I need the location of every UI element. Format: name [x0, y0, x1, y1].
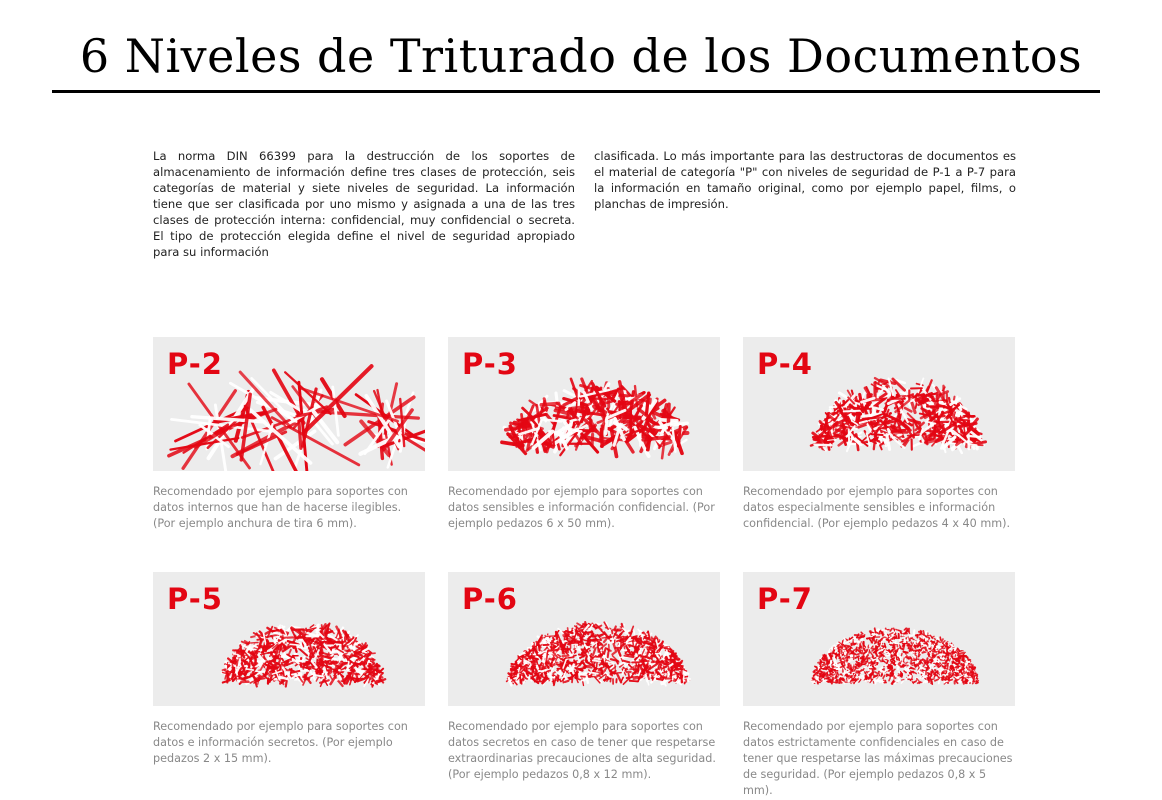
level-code: P-4 — [757, 347, 813, 381]
intro-text-left: La norma DIN 66399 para la destrucción de los soportes de almacenamiento de información define tres clases de protección, seis categorías de material y siete niveles de seguridad. La información tiene que ser clasificada por uno mismo y asignada a una de las tres clases de protección interna: confidencial, muy confidencial o secreta. El tipo de protección elegida define el nivel de seguridad apropiado para su información — [153, 149, 575, 259]
level-description: Recomendado por ejemplo para soportes con datos internos que han de hacerse ilegibles. (Por ejemplo anchura de tira 6 mm). — [153, 485, 408, 530]
level-image-panel — [153, 337, 425, 471]
level-code: P-6 — [462, 582, 518, 616]
level-card-p5 — [153, 572, 425, 767]
title-underline — [52, 90, 1100, 93]
level-card-p7 — [743, 572, 1015, 799]
level-code: P-2 — [167, 347, 223, 381]
level-image-panel — [743, 337, 1015, 471]
level-card-p3 — [448, 337, 720, 532]
intro-text-right: clasificada. Lo más importante para las destructoras de documentos es el material de categoría "P" con niveles de seguridad de P-1 a P-7 para la información en tamaño original, como por ejemplo papel, films, o planchas de impresión. — [594, 149, 1016, 211]
level-description: Recomendado por ejemplo para soportes con datos estrictamente confidenciales en caso de tener que respetarse las máximas precauciones de seguridad. (Por ejemplo pedazos 0,8 x 5 mm). — [743, 720, 1013, 797]
level-description: Recomendado por ejemplo para soportes con datos e información secretos. (Por ejemplo pedazos 2 x 15 mm). — [153, 720, 408, 765]
level-code: P-7 — [757, 582, 813, 616]
level-image-panel — [448, 337, 720, 471]
level-image-panel — [743, 572, 1015, 706]
level-card-p4 — [743, 337, 1015, 532]
level-description: Recomendado por ejemplo para soportes con datos especialmente sensibles e información confidencial. (Por ejemplo pedazos 4 x 40 mm). — [743, 485, 1011, 530]
level-description: Recomendado por ejemplo para soportes con datos secretos en caso de tener que respetarse extraordinarias precauciones de alta seguridad. (Por ejemplo pedazos 0,8 x 12 mm). — [448, 720, 716, 781]
level-card-p6 — [448, 572, 720, 783]
level-image-panel — [153, 572, 425, 706]
level-code: P-5 — [167, 582, 223, 616]
level-card-p2 — [153, 337, 425, 532]
level-code: P-3 — [462, 347, 518, 381]
page-title: 6 Niveles de Triturado de los Documentos — [79, 29, 1083, 83]
level-description: Recomendado por ejemplo para soportes con datos sensibles e información confidencial. (Por ejemplo pedazos 6 x 50 mm). — [448, 485, 715, 530]
level-image-panel — [448, 572, 720, 706]
